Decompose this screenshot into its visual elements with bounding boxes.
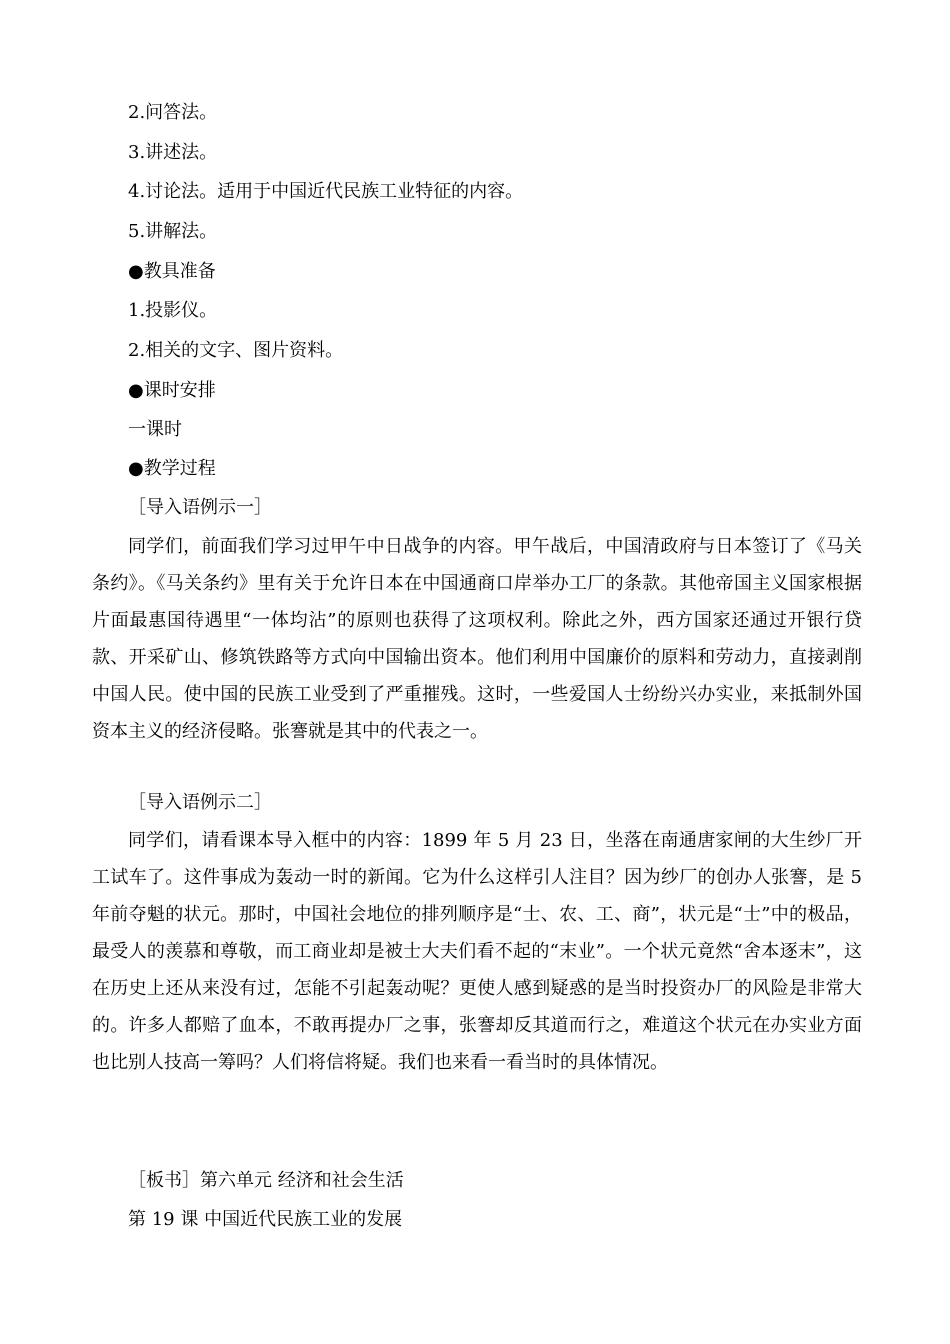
method-item-5: 5.讲解法。 bbox=[128, 221, 218, 242]
method-item-3: 3.讲述法。 bbox=[128, 142, 218, 163]
lesson-title: 第 19 课 中国近代民族工业的发展 bbox=[128, 1209, 403, 1230]
intro-example-2-label: ［导入语例示二］ bbox=[128, 792, 272, 813]
intro-example-1-label: ［导入语例示一］ bbox=[128, 497, 272, 518]
intro-example-1-paragraph: 同学们，前面我们学习过甲午中日战争的内容。甲午战后，中国清政府与日本签订了《马关条约》。《马关条约》里有关于允许日本在中国通商口岸举办工厂的条款。其他帝国主义国家根据片面最惠国待遇里“一体均沾”的原则也获得了这项权利。除此之外，西方国家还通过开银行贷款、开采矿山、修筑铁路等方式向中国输出资本。他们利用中国廉价的原料和劳动力，直接剥削中国人民。使中国的民族工业受到了严重摧残。这时，一些爱国人士纷纷兴办实业，来抵制外国资本主义的经济侵略。张謇就是其中的代表之一。 bbox=[92, 536, 862, 742]
section-heading-teaching-aids: ●教具准备 bbox=[128, 261, 216, 282]
method-item-2: 2.问答法。 bbox=[128, 102, 218, 123]
aid-item-1: 1.投影仪。 bbox=[128, 300, 218, 321]
method-item-4: 4.讨论法。适用于中国近代民族工业特征的内容。 bbox=[128, 181, 524, 202]
aid-item-2: 2.相关的文字、图片资料。 bbox=[128, 340, 344, 361]
schedule-value: 一课时 bbox=[128, 419, 182, 440]
blackboard-unit-title: ［板书］第六单元 经济和社会生活 bbox=[128, 1170, 404, 1191]
intro-example-2-paragraph: 同学们，请看课本导入框中的内容：1899 年 5 月 23 日，坐落在南通唐家闸的大生纱厂开工试车了。这件事成为轰动一时的新闻。它为什么这样引人注目？因为纱厂的创办人张謇，是 5 年前夺魁的状元。那时，中国社会地位的排列顺序是“士、农、工、商”，状元是“士”中的极品，最受人的羡慕和尊敬，而工商业却是被士大夫们看不起的“末业”。一个状元竟然“舍本逐末”，这在历史上还从来没有过，怎能不引起轰动呢？更使人感到疑惑的是当时投资办厂的风险是非常大的。许多人都赔了血本，不敢再提办厂之事，张謇却反其道而行之，难道这个状元在办实业方面也比别人技高一筹吗？人们将信将疑。我们也来看一看当时的具体情况。 bbox=[92, 830, 862, 1073]
section-heading-process: ●教学过程 bbox=[128, 458, 216, 479]
section-heading-schedule: ●课时安排 bbox=[128, 380, 216, 401]
